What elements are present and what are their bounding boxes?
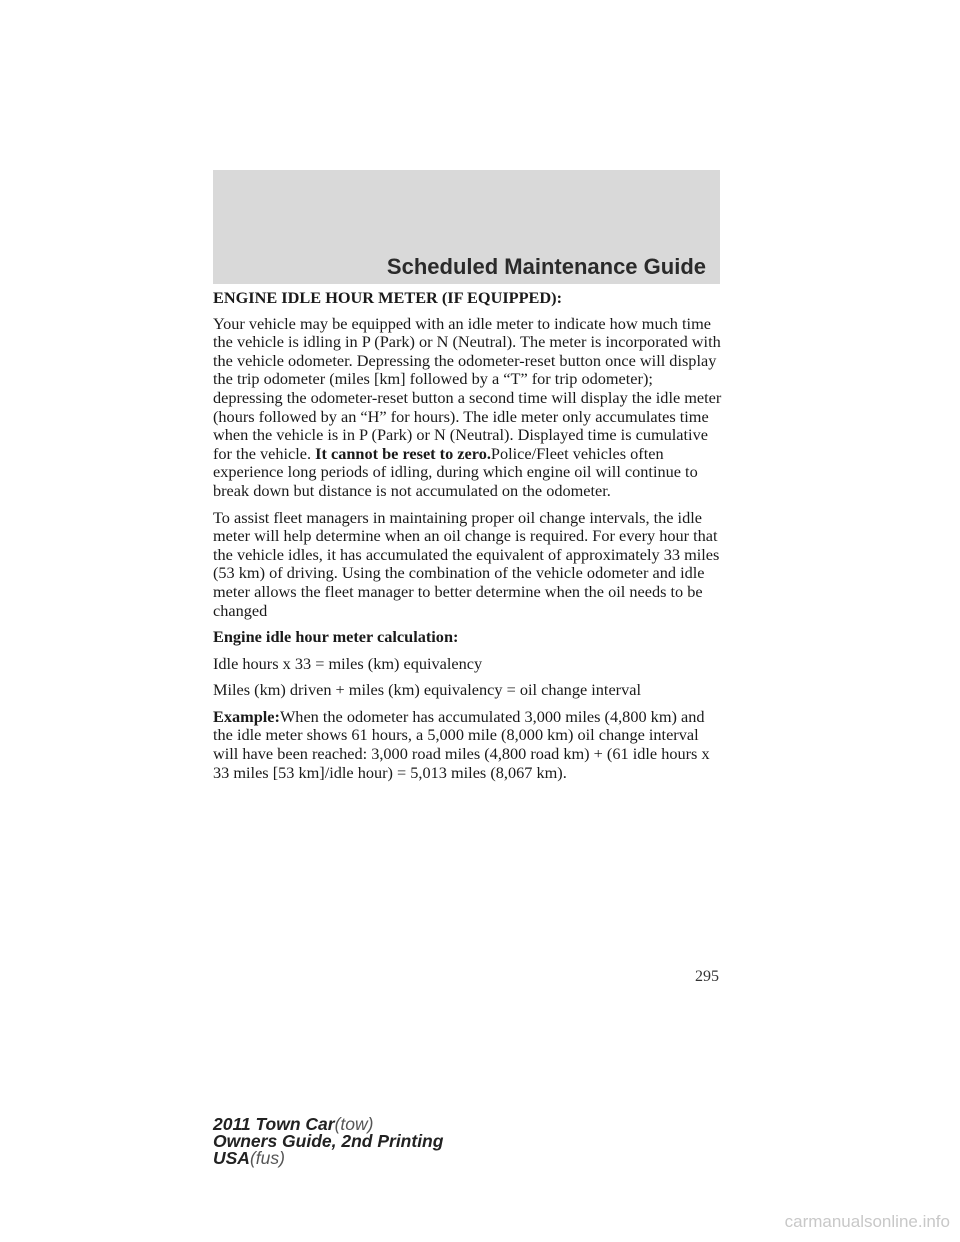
formula-equivalency: Idle hours x 33 = miles (km) equivalency <box>213 653 483 673</box>
footer-market-code: (fus) <box>249 1148 285 1168</box>
footer-model: 2011 Town Car <box>213 1114 335 1134</box>
footer-printing: Owners Guide, 2nd Printing <box>213 1131 444 1151</box>
document-footer <box>213 1116 443 1167</box>
footer-line-market <box>213 1150 443 1167</box>
paragraph-idle-meter-description <box>213 315 723 501</box>
calculation-heading: Engine idle hour meter calculation: <box>213 627 459 647</box>
example-label: Example: <box>213 706 280 726</box>
page-number: 295 <box>695 968 719 985</box>
footer-market: USA <box>213 1148 250 1168</box>
example-paragraph <box>213 708 723 782</box>
section-heading: ENGINE IDLE HOUR METER (IF EQUIPPED): <box>213 288 563 307</box>
warning-emphasis: It cannot be reset to zero. <box>315 443 491 463</box>
section-header-band <box>213 170 720 284</box>
watermark: carmanualsonline.info <box>784 1212 950 1231</box>
footer-model-code: (tow) <box>334 1114 374 1134</box>
paragraph-text: Police/Fleet vehicles often experience long periods of idling, during which engine oil will continue to break down but distance is not accumulated on the odometer. <box>213 443 698 500</box>
paragraph-fleet-managers: To assist fleet managers in maintaining proper oil change intervals, the idle meter will help determine when an oil change is required. For every hour that the vehicle idles, it has accumulated the equivalent of approximately 33 miles (53 km) of driving. Using the combination of the vehicle odometer and idle meter allows the fleet manager to better determine when the oil needs to be changed <box>213 507 720 620</box>
example-text: When the odometer has accumulated 3,000 miles (4,800 km) and the idle meter shows 61 hours, a 5,000 mile (8,000 km) oil change interval will have been reached: 3,000 road miles (4,800 road km) + (61 idle hours x 33 miles [53 km]/idle hour) = 5,013 miles (8,067 km). <box>213 706 710 782</box>
section-header-title: Scheduled Maintenance Guide <box>386 254 706 279</box>
page-content <box>213 289 723 790</box>
paragraph-text: Your vehicle may be equipped with an idle meter to indicate how much time the vehicle is idling in P (Park) or N (Neutral). The meter is incorporated with the vehicle odometer. Depressing the odometer-reset button once will display the trip odometer (miles [km] followed by a “T” for trip odometer); depressing the odometer-reset button a second time will display the idle meter (hours followed by an “H” for hours). The idle meter only accumulates time when the vehicle is in P (Park) or N (Neutral). Displayed time is cumulative for the vehicle. <box>213 313 722 463</box>
formula-oil-change-interval: Miles (km) driven + miles (km) equivalency = oil change interval <box>213 680 641 700</box>
